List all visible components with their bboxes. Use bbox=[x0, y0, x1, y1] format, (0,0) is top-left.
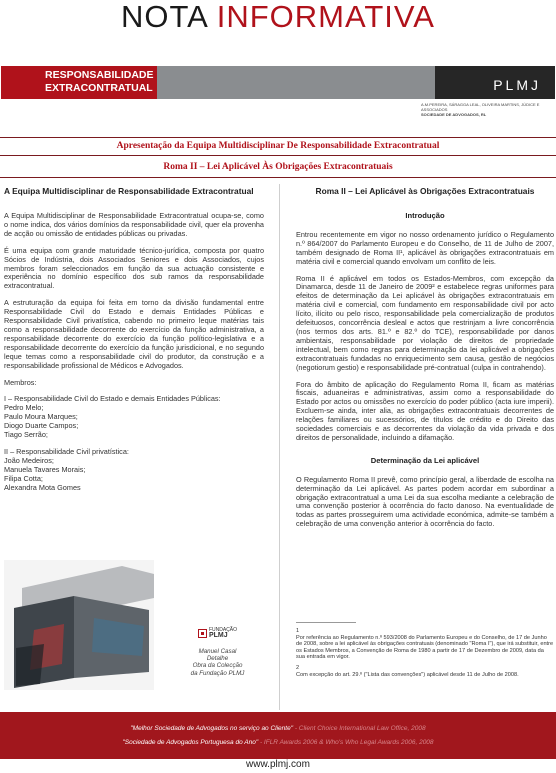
member-name: Pedro Melo; bbox=[4, 403, 44, 413]
plmj-logo: PLMJ bbox=[435, 66, 555, 99]
member-name: Tiago Serrão; bbox=[4, 430, 48, 440]
footnote-1-number: 1 bbox=[296, 628, 300, 634]
footnote-2-number: 2 bbox=[296, 664, 300, 671]
subtitle-rule-top bbox=[0, 137, 556, 138]
banner-line-2: EXTRACONTRATUAL bbox=[45, 82, 153, 94]
award-1 bbox=[0, 722, 556, 736]
member-name: João Medeiros; bbox=[4, 455, 54, 465]
caption-detail: Detalhe bbox=[206, 655, 229, 663]
firm-line-1: A.M.PEREIRA, SÁRAGGA LEAL, OLIVEIRA MARTINS, JÚDICE E ASSOCIADOS bbox=[421, 102, 540, 112]
banner-line-1: RESPONSABILIDADE bbox=[45, 69, 154, 81]
right-paragraph-3: Fora do âmbito de aplicação do Regulamento Roma II, ficam as matérias fiscais, aduaneiras e administrativas, assim como a responsabilidade do Estado por actos ou omissões no exercício do poder público (acta iure imperii). Excluem-se ainda, inter alia, as obrigações extracontratuais decorrentes de relações familiares ou sucessórios, de títulos de crédito e do Direito das sociedades comerciais e as decorrentes da violação da vida privada e dos direitos de personalidade, incluindo a difamação. bbox=[296, 379, 554, 442]
award-1-title: "Melhor Sociedade de Advogados no serviço ao Cliente" bbox=[130, 725, 294, 732]
artwork-caption bbox=[160, 625, 275, 677]
subtitle-line-1: Apresentação da Equipa Multidisciplinar De Responsabilidade Extracontratual bbox=[116, 141, 440, 151]
left-heading: A Equipa Multidisciplinar de Responsabilidade Extracontratual bbox=[4, 186, 254, 196]
member-name: Paulo Moura Marques; bbox=[4, 412, 78, 422]
caption-foundation: da Fundação PLMJ bbox=[190, 669, 245, 677]
intro-heading: Introdução bbox=[405, 211, 445, 220]
column-divider bbox=[279, 184, 280, 710]
fundacao-mark-icon bbox=[198, 629, 207, 638]
banner-spacer bbox=[157, 66, 435, 99]
subtitle-line-2: Roma II – Lei Aplicável Às Obrigações Extracontratuais bbox=[163, 162, 393, 172]
right-heading: Roma II – Lei Aplicável às Obrigações Extracontratuais bbox=[315, 186, 535, 196]
footnote-1: Por referência ao Regulamento n.º 593/2008 do Parlamento Europeu e do Conselho, de 17 de Junho de 2008, sobre a lei aplicável às obrigações contratuais (denominado "Roma I"), que irá substituir, entre os Estados Membros, a Convenção de Roma de 1980 a partir de 17 de Dezembro de 2009, data da sua entrada em vigor. bbox=[296, 634, 554, 661]
member-name: Alexandra Mota Gomes bbox=[4, 482, 81, 492]
award-2 bbox=[0, 736, 556, 750]
members-group-2 bbox=[4, 448, 264, 493]
left-paragraph-2: É uma equipa com grande maturidade técnico-jurídica, composta por quatro Sócios de Indústria, dois Associados Seniores e dois Associados, cujos membros foram seleccionados em função da sua actuação consistente e experiência no domínio específico dos sub ramos da responsabilidade extracontratual. bbox=[4, 245, 264, 291]
fundacao-label: FUNDAÇÃO bbox=[208, 627, 238, 633]
left-column bbox=[4, 186, 264, 492]
footnote-rule bbox=[296, 622, 356, 623]
footnote-2: Com excepção do art. 29.º ("Lista das convenções") aplicável desde 11 de Julho de 2008. bbox=[296, 671, 519, 678]
header-banner bbox=[1, 66, 555, 99]
award-1-source: - Client Choice International Law Office, 2008 bbox=[293, 725, 426, 732]
page-title bbox=[0, 0, 556, 34]
firm-line-2: SOCIEDADE DE ADVOGADOS, RL bbox=[421, 112, 487, 117]
member-name: Manuela Tavares Morais; bbox=[4, 464, 86, 474]
title-part-nota: NOTA bbox=[121, 0, 217, 34]
members-label: Membros: bbox=[4, 377, 37, 387]
title-part-informativa: INFORMATIVA bbox=[216, 0, 435, 34]
fundacao-plmj-logo bbox=[198, 628, 237, 639]
subtitle-rule-bottom bbox=[0, 177, 556, 178]
determination-heading: Determinação da Lei aplicável bbox=[370, 455, 480, 465]
award-2-source: - IFLR Awards 2006 & Who's Who Legal Awards 2006, 2008 bbox=[258, 739, 434, 746]
subtitle-rule-middle bbox=[0, 155, 556, 156]
artwork-photo bbox=[4, 560, 154, 690]
firm-name bbox=[421, 102, 546, 117]
banner-topic bbox=[1, 66, 157, 99]
award-2-title: "Sociedade de Advogados Portuguesa do Ano" bbox=[122, 739, 259, 746]
right-paragraph-2: Roma II é aplicável em todos os Estados-Membros, com excepção da Dinamarca, desde 11 de Janeiro de 2009² e estabelece regras uniformes para efeitos de determinação da Lei aplicável às obrigações extracontratuais em matéria civil e comercial, com fundamento em responsabilidade civil por acto lícito, ilícito ou pelo risco, responsabilidade pela comercialização de produtos defeituosos, concorrência desleal e actos que restrinjam a livre concorrência (nos termos dos arts. 81.º e 82.º do TCE), responsabilidade por danos ambientais, responsabilidade por violação de direitos de propriedade intelectual, bem como regras para determinação da lei aplicável a obrigações extracontratuais fundadas no enriquecimento sem causa, gestão de negócios (negotiorum gestio) e responsabilidade pré-contratual (culpa in contrahendo). bbox=[296, 273, 554, 372]
caption-collection: Obra da Colecção bbox=[192, 662, 243, 670]
right-column bbox=[296, 186, 554, 537]
left-paragraph-1: A Equipa Multidisciplinar de Responsabilidade Extracontratual ocupa-se, como o nome indica, dos vários domínios da responsabilidade civil, quer ela provenha de acção ou omissão de entidades públicas ou privadas. bbox=[4, 211, 264, 238]
caption-artist: Manuel Casal bbox=[198, 648, 237, 655]
group-2-title: II – Responsabilidade Civil privatística: bbox=[4, 446, 129, 456]
right-paragraph-1: Entrou recentemente em vigor no nosso ordenamento jurídico o Regulamento n.º 864/2007 do Parlamento Europeu e do Conselho, de 11 de Julho de 2007, também designado de Roma II¹, aplicável às obrigações extracontratuais em matéria civil e comercial quando envolvam um conflito de leis. bbox=[296, 229, 554, 266]
left-paragraph-3: A estruturação da equipa foi feita em torno da divisão fundamental entre Responsabilidade Civil do Estado e demais Entidades Públicas e Responsabilidade Civil privatística, cabendo no primeiro leque matérias tais como a responsabilidade decorrente do exercício da função administrativa, a responsabilidade decorrente do exercício da função político-legislativa e a responsabilidade decorrente do exercício da função jurisdicional, e no segundo leque temas como a responsabilidade civil do produtor, da construção e a responsabilidade profissional de Médicos e Advogados. bbox=[4, 298, 264, 370]
footnotes bbox=[296, 622, 554, 682]
members-group-1 bbox=[4, 395, 264, 440]
fundacao-name: PLMJ bbox=[208, 632, 228, 639]
right-paragraph-4: O Regulamento Roma II prevê, como princípio geral, a liberdade de escolha na determinação da Lei aplicável. As partes podem acordar em subordinar a obrigação extracontratual a uma Lei da sua escolha mediante a celebração de uma convenção posterior à ocorrência do facto danoso. Na eventualidade de todas as partes prosseguirem uma actividade económica, admite-se também a celebração de uma convenção anterior à ocorrência do facto. bbox=[296, 474, 554, 529]
group-1-title: I – Responsabilidade Civil do Estado e demais Entidades Públicas: bbox=[4, 394, 221, 404]
member-name: Filipa Cotta; bbox=[4, 473, 43, 483]
footer-band bbox=[0, 712, 556, 759]
member-name: Diogo Duarte Campos; bbox=[4, 421, 79, 431]
website-link[interactable]: www.plmj.com bbox=[246, 759, 310, 770]
